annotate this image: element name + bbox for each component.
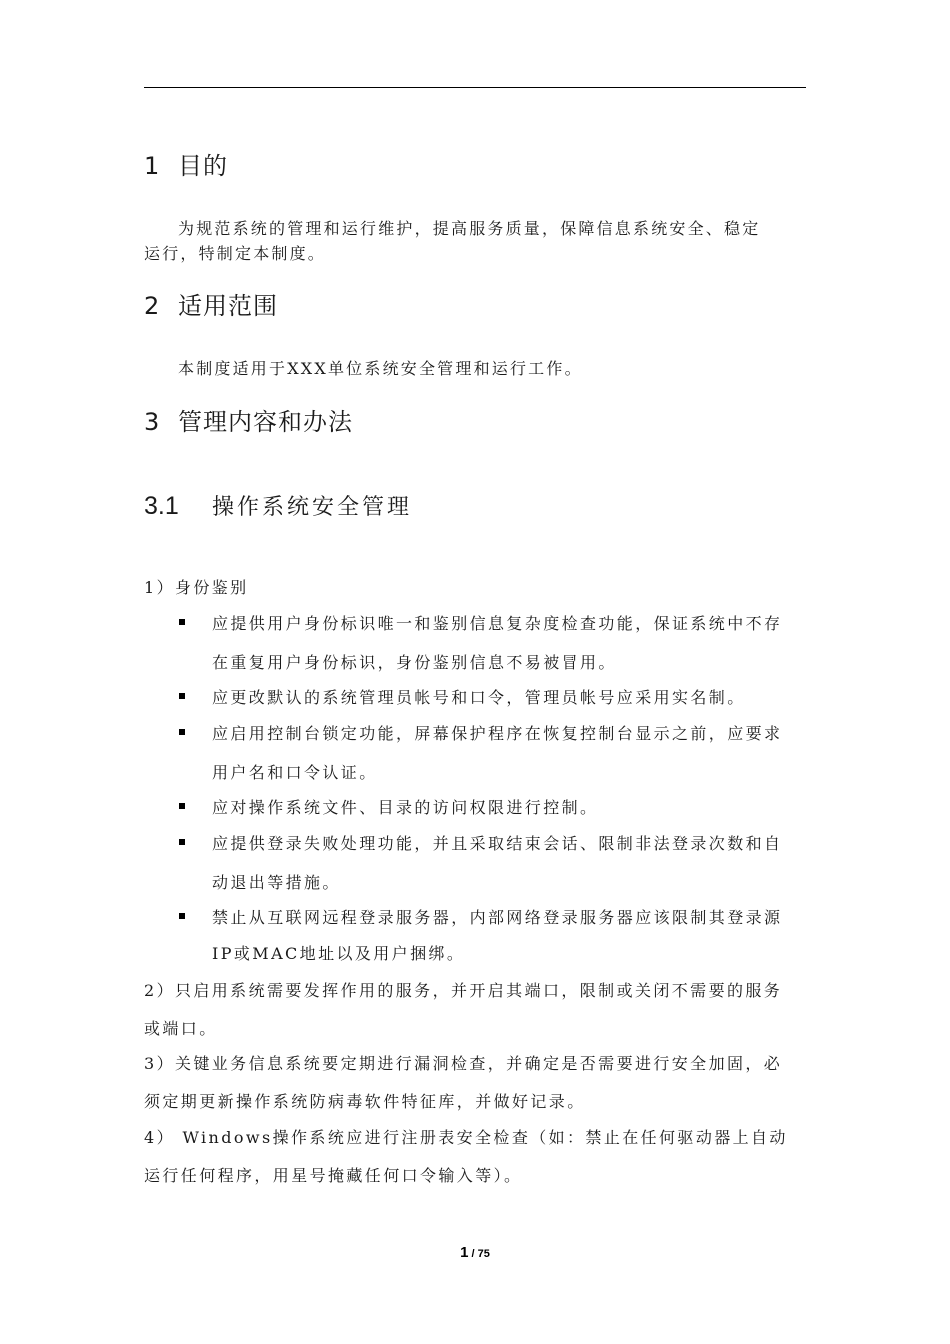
section-number: 1: [144, 152, 161, 180]
bullet-marker: [179, 913, 185, 919]
list-item-title: 1）身份鉴别: [144, 578, 249, 597]
bullet-line: 在重复用户身份标识，身份鉴别信息不易被冒用。: [212, 653, 617, 672]
header-rule: [144, 87, 806, 88]
bullet-marker: [179, 693, 185, 699]
section-heading-2: [144, 286, 278, 321]
bullet-line: 用户名和口令认证。: [212, 763, 378, 782]
section-heading-3: [144, 402, 353, 437]
paragraph-line: 本制度适用于XXX单位系统安全管理和运行工作。: [178, 359, 583, 378]
total-pages: 75: [477, 1248, 490, 1260]
bullet-marker: [179, 803, 185, 809]
section-heading-1: [144, 146, 228, 181]
page-separator: /: [468, 1248, 478, 1260]
paragraph-line: 为规范系统的管理和运行维护，提高服务质量，保障信息系统安全、稳定: [178, 219, 761, 238]
bullet-line: 应提供登录失败处理功能，并且采取结束会话、限制非法登录次数和自: [212, 834, 783, 853]
bullet-marker: [179, 839, 185, 845]
subsection-title: 操作系统安全管理: [212, 495, 413, 520]
section-number: 3: [144, 408, 161, 436]
subsection-heading: [144, 490, 412, 521]
bullet-line: 应启用控制台锁定功能，屏幕保护程序在恢复控制台显示之前，应要求: [212, 724, 783, 743]
list-item-line: 运行任何程序，用星号掩藏任何口令输入等）。: [144, 1166, 523, 1185]
list-item-line: 或端口。: [144, 1019, 218, 1038]
list-item-line: 2）只启用系统需要发挥作用的服务，并开启其端口，限制或关闭不需要的服务: [144, 981, 783, 1000]
bullet-marker: [179, 619, 185, 625]
section-title: 目的: [178, 152, 228, 180]
bullet-line: 禁止从互联网远程登录服务器，内部网络登录服务器应该限制其登录源: [212, 908, 783, 927]
section-title: 适用范围: [178, 292, 278, 320]
bullet-line: 动退出等措施。: [212, 873, 341, 892]
paragraph-line: 运行，特制定本制度。: [144, 244, 327, 263]
list-item-line: 3）关键业务信息系统要定期进行漏洞检查，并确定是否需要进行安全加固，必: [144, 1054, 783, 1073]
section-number: 2: [144, 292, 161, 320]
section-title: 管理内容和办法: [178, 408, 353, 436]
list-item-line: 4） Windows操作系统应进行注册表安全检查（如：禁止在任何驱动器上自动: [144, 1128, 788, 1147]
current-page-number: 1: [460, 1244, 469, 1261]
bullet-line: 应更改默认的系统管理员帐号和口令，管理员帐号应采用实名制。: [212, 688, 746, 707]
list-item-line: 须定期更新操作系统防病毒软件特征库，并做好记录。: [144, 1092, 586, 1111]
bullet-marker: [179, 729, 185, 735]
subsection-number: 3.1: [144, 492, 179, 520]
bullet-line: 应对操作系统文件、目录的访问权限进行控制。: [212, 798, 599, 817]
bullet-line: 应提供用户身份标识唯一和鉴别信息复杂度检查功能，保证系统中不存: [212, 614, 783, 633]
page-footer: [0, 1244, 950, 1262]
bullet-line: IP或MAC地址以及用户捆绑。: [212, 944, 466, 963]
